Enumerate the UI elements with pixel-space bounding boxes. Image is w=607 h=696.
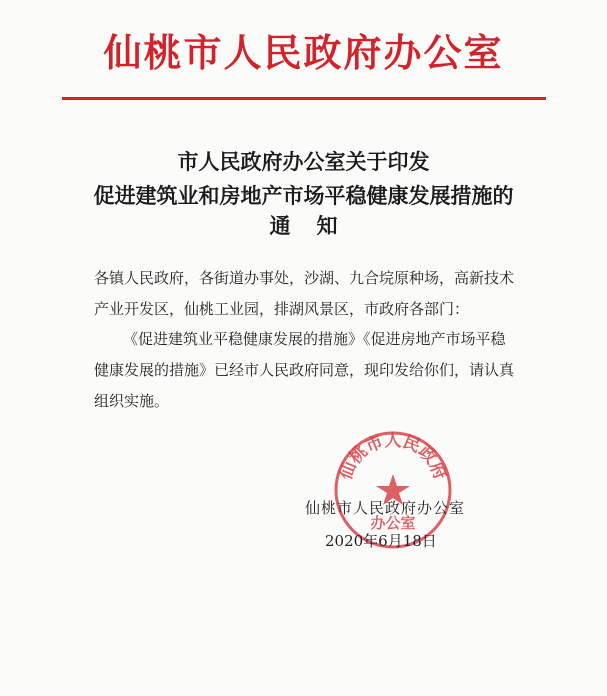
document-title-line-3: 通知 [269,214,364,238]
letterhead-red-rule [62,97,546,100]
body-paragraph-line-1: 《促进建筑业平稳健康发展的措施》《促进房地产市场平稳 [123,330,506,348]
signature-date: 2020年6月18日 [325,532,437,550]
recipients-line-2: 产业开发区，仙桃工业园，排湖风景区，市政府各部门： [94,300,470,318]
svg-text:办公室: 办公室 [370,514,416,532]
svg-text:仙桃市人民政府: 仙桃市人民政府 [336,430,450,483]
recipients-line-1: 各镇人民政府，各街道办事处，沙湖、九合垸原种场，高新技术 [94,269,515,287]
body-paragraph-line-2: 健康发展的措施》已经市人民政府同意，现印发给你们，请认真 [94,361,515,379]
document-title-line-2: 促进建筑业和房地产市场平稳健康发展措施的 [93,184,514,208]
letterhead-title: 仙桃市人民政府办公室 [103,31,504,75]
body-paragraph-line-3: 组织实施。 [94,392,170,410]
signature-organization: 仙桃市人民政府办公室 [305,499,466,517]
document-title-line-1: 市人民政府办公室关于印发 [177,150,430,174]
